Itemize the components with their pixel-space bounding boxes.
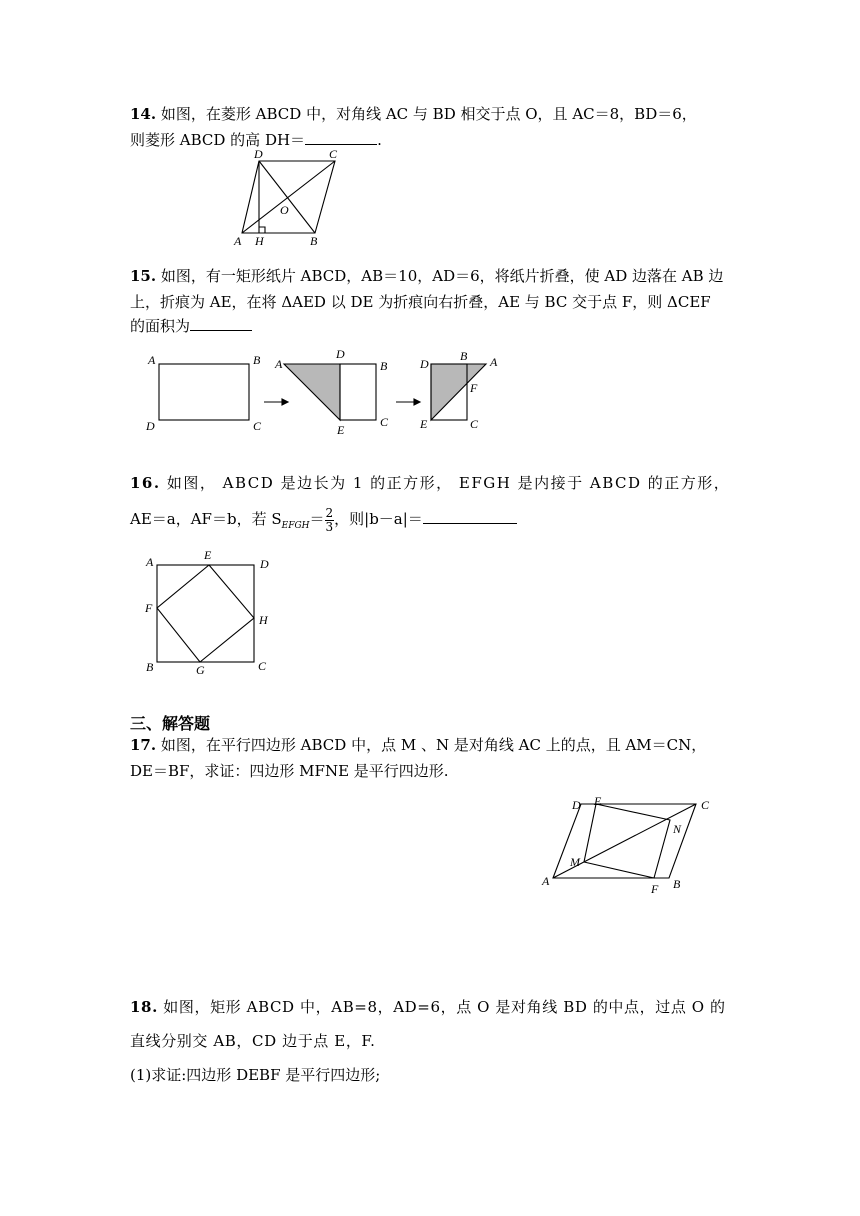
q16-label-g: G xyxy=(196,663,205,677)
q15-answer-blank[interactable] xyxy=(190,316,252,331)
q16-label-e: E xyxy=(204,548,212,562)
q16-subscript: EFGH xyxy=(281,521,310,531)
outer-square-abcd xyxy=(157,565,254,662)
q18-line2 xyxy=(130,1031,375,1051)
q15-fig2-label-e: E xyxy=(337,423,345,437)
q15-fig2-label-b: B xyxy=(380,359,388,373)
q17-line2 xyxy=(130,761,449,781)
arrow-2-head xyxy=(414,399,420,405)
q15-fig3-label-b: B xyxy=(460,349,468,363)
arrow-1-head xyxy=(282,399,288,405)
q17-label-c: C xyxy=(701,798,710,812)
diagonal-bd xyxy=(259,161,315,233)
rectangle-abcd xyxy=(159,364,249,420)
refolded-triangle xyxy=(431,364,486,420)
q16-fraction xyxy=(325,507,335,534)
folded-triangle xyxy=(284,364,340,420)
right-angle-mark xyxy=(259,227,265,233)
q16-number: 16. xyxy=(130,474,161,492)
q15-fig1-label-d: D xyxy=(146,419,155,433)
q14-answer-blank[interactable] xyxy=(305,130,377,145)
q15-fig3-label-a: A xyxy=(490,355,498,369)
q15-fig1-label-c: C xyxy=(253,419,262,433)
q14-number: 14. xyxy=(130,105,157,123)
q14-label-a: A xyxy=(234,234,242,248)
q14-text-line2: 则菱形 ABCD 的高 DH＝ xyxy=(130,131,306,149)
q14-label-h: H xyxy=(255,234,264,248)
q16-square-figure xyxy=(140,546,280,678)
q15-fig2-label-a: A xyxy=(275,357,283,371)
q17-label-b: B xyxy=(673,877,681,891)
q15-text-line1: 如图，有一矩形纸片 ABCD，AB＝10，AD＝6，将纸片折叠，使 AD 边落在 AB 边 xyxy=(160,267,724,285)
q17-label-d: D xyxy=(572,798,581,812)
q15-fig2-label-c: C xyxy=(380,415,389,429)
q16-text-part-a: AE＝a，AF＝b，若 S xyxy=(130,510,282,528)
q17-label-e: E xyxy=(594,794,602,808)
q15-fig2-label-d: D xyxy=(336,347,345,361)
q14-rhombus-figure xyxy=(228,146,358,250)
q16-fraction-denominator: 3 xyxy=(325,519,334,534)
q14-label-o: O xyxy=(280,203,289,217)
q16-text-line1: 如图， ABCD 是边长为 1 的正方形， EFGH 是内接于 ABCD 的正方形， xyxy=(166,474,731,492)
q15-fig1-label-a: A xyxy=(148,353,156,367)
q15-text-line2: 上，折痕为 AE，在将 ΔAED 以 DE 为折痕向右折叠，AE 与 BC 交于点 F，则 ΔCEF xyxy=(130,293,711,311)
q14-label-b: B xyxy=(310,234,318,248)
q18-text-line2: 直线分别交 AB，CD 边于点 E，F. xyxy=(130,1032,376,1050)
q15-fig1-label-b: B xyxy=(253,353,261,367)
q15-line2 xyxy=(130,292,711,312)
q17-text-line1: 如图，在平行四边形 ABCD 中，点 M 、N 是对角线 AC 上的点，且 AM＝CN， xyxy=(160,736,707,754)
q14-label-d: D xyxy=(254,147,263,161)
q14-line1 xyxy=(130,104,697,124)
q14-text-line1: 如图，在菱形 ABCD 中，对角线 AC 与 BD 相交于点 O，且 AC＝8，BD＝6， xyxy=(160,105,697,123)
q16-label-f: F xyxy=(145,601,153,615)
q14-text-end: . xyxy=(377,131,382,149)
q18-line1 xyxy=(130,997,726,1017)
q14-label-c: C xyxy=(329,147,338,161)
q17-label-f: F xyxy=(651,882,659,896)
q15-fig3-label-f: F xyxy=(470,381,478,395)
q16-label-c: C xyxy=(258,659,267,673)
q15-folding-figures xyxy=(140,346,510,438)
q16-label-d: D xyxy=(260,557,269,571)
q15-fig3-label-c: C xyxy=(470,417,479,431)
q16-answer-blank[interactable] xyxy=(423,509,517,524)
remaining-rectangle xyxy=(340,364,376,420)
q18-number: 18. xyxy=(130,998,158,1016)
q18-text-line3: (1)求证:四边形 DEBF 是平行四边形; xyxy=(130,1066,381,1084)
section-heading: 三、解答题 xyxy=(130,714,211,733)
q18-line3 xyxy=(130,1065,380,1085)
q16-fraction-numerator: 2 xyxy=(325,505,334,520)
q16-label-h: H xyxy=(259,613,268,627)
q16-label-a: A xyxy=(146,555,154,569)
q17-label-a: A xyxy=(542,874,550,888)
quadrilateral-mfne xyxy=(584,804,670,878)
q17-line1 xyxy=(130,735,706,755)
q16-text-part-c: ，则|b－a|＝ xyxy=(334,510,423,528)
q15-number: 15. xyxy=(130,267,157,285)
q16-line2 xyxy=(130,501,517,537)
q17-label-n: N xyxy=(673,822,682,836)
q16-label-b: B xyxy=(146,660,154,674)
q17-text-line2: DE＝BF，求证：四边形 MFNE 是平行四边形. xyxy=(130,762,449,780)
q17-parallelogram-figure xyxy=(536,792,726,896)
q15-line1 xyxy=(130,266,723,286)
inner-square-efgh xyxy=(157,565,254,662)
q17-label-m: M xyxy=(570,855,580,869)
q16-text-part-b: ＝ xyxy=(309,510,325,528)
q18-text-line1: 如图，矩形 ABCD 中，AB=8，AD=6，点 O 是对角线 BD 的中点，过点 O 的 xyxy=(163,998,726,1016)
q17-number: 17. xyxy=(130,736,157,754)
q16-line1 xyxy=(130,473,730,493)
q15-text-line3: 的面积为 xyxy=(130,317,191,335)
q15-fig3-label-e: E xyxy=(420,417,428,431)
q15-fig3-label-d: D xyxy=(420,357,429,371)
q15-line3 xyxy=(130,316,252,336)
